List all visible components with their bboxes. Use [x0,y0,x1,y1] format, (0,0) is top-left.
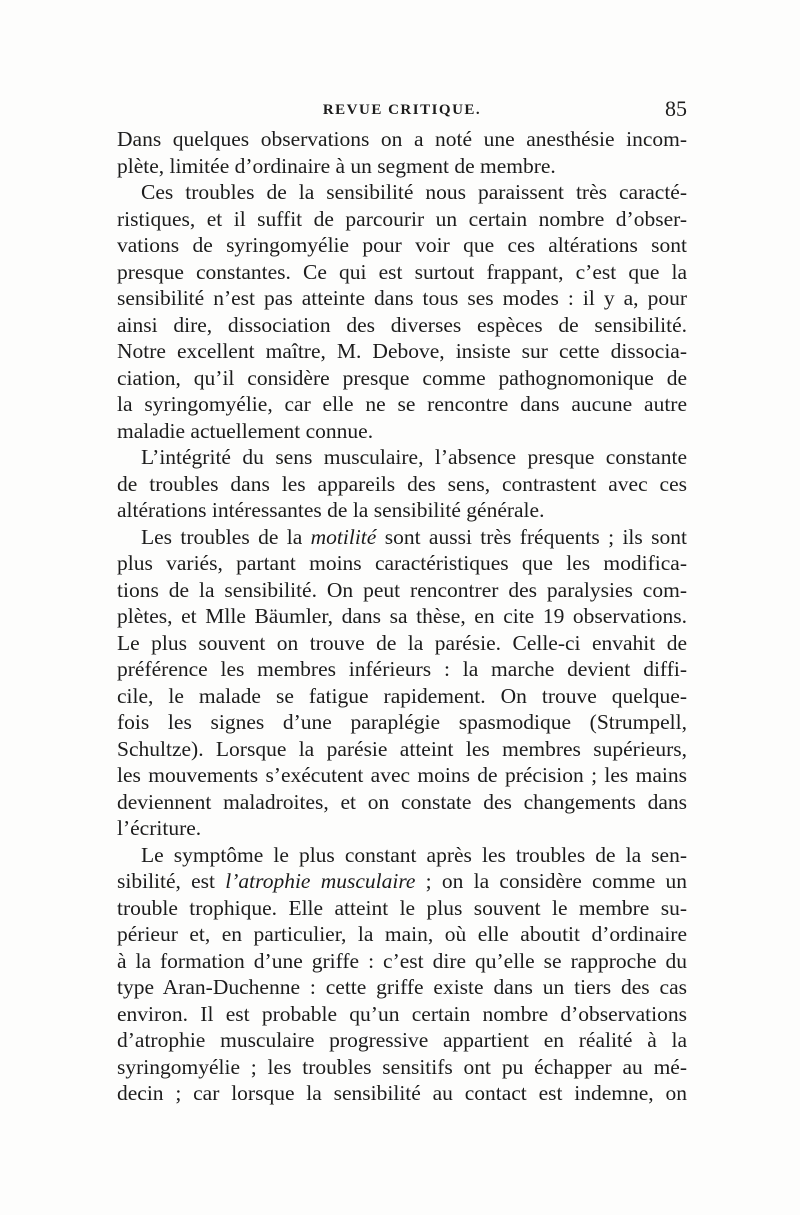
text-line: presque constantes. Ce qui est surtout frappant, c’est que la [117,259,687,284]
text-line: cile, le malade se fatigue rapidement. On trouve quelque- [117,683,687,708]
text-line: plètes, et Mlle Bäumler, dans sa thèse, en cite 19 observations. [117,604,687,628]
text-line: Dans quelques observations on a noté une anesthésie incom- [117,127,687,151]
text-line: de troubles dans les appareils des sens, contrastent avec ces [117,471,687,496]
text-line [117,868,687,895]
text-line: préférence les membres inférieurs : la marche devient diffi- [117,657,687,681]
emphasis-text: l’atrophie musculaire [225,869,416,893]
text-line: vations de syringomyélie pour voir que ces altérations sont [117,233,687,257]
line-text: sont aussi très fréquents ; ils sont [376,524,687,549]
text-line: plète, limitée d’ordinaire à un segment de membre. [117,153,556,178]
text-line: Schultze). Lorsque la parésie atteint les membres supérieurs, [117,736,687,761]
text-line: type Aran-Duchenne : cette griffe existe dans un tiers des cas [117,975,687,999]
text-line: périeur et, en particulier, la main, où elle aboutit d’ordinaire [117,922,687,946]
text-line: les mouvements s’exécutent avec moins de précision ; les mains [117,763,687,787]
running-title: REVUE CRITIQUE. [322,102,482,118]
line-text: sibilité, est [117,869,226,893]
text-line: L’intégrité du sens musculaire, l’absence presque constante [141,445,687,469]
text-line: environ. Il est probable qu’un certain nombre d’observations [117,1001,687,1026]
emphasis-text: motilité [310,524,377,549]
text-line: ainsi dire, dissociation des diverses espèces de sensibilité. [117,312,687,337]
line-text: Les troubles de la [141,524,311,549]
text-line: l’écriture. [117,816,202,840]
text-line: plus variés, partant moins caractéristiques que les modifica- [117,551,687,575]
line-text: ; on la considère comme un [415,869,687,893]
text-line: d’atrophie musculaire progressive appartient en réalité à la [117,1028,687,1052]
text-line: trouble trophique. Elle atteint le plus souvent le membre su- [117,895,687,920]
text-line: altérations intéressantes de la sensibilité générale. [117,498,545,522]
text-line: à la formation d’une griffe : c’est dire qu’elle se rapproche du [117,948,687,973]
text-line: tions de la sensibilité. On peut rencontrer des paralysies com- [117,577,687,602]
body-text [117,126,687,1107]
text-line: ciation, qu’il considère presque comme pathognomonique de [117,365,687,390]
text-line: maladie actuellement connue. [117,418,374,443]
page-number: 85 [665,96,687,121]
text-line: deviennent maladroites, et on constate des changements dans [117,789,687,814]
text-line [117,524,687,551]
text-line: fois les signes d’une paraplégie spasmodique (Strumpell, [117,710,687,734]
text-line: Notre excellent maître, M. Debove, insiste sur cette dissocia- [117,339,687,363]
text-line: decin ; car lorsque la sensibilité au contact est indemne, on [117,1081,687,1105]
text-line: ristiques, et il suffit de parcourir un certain nombre d’obser- [117,206,687,231]
text-line: sensibilité n’est pas atteinte dans tous ses modes : il y a, pour [117,286,687,310]
text-line: Le plus souvent on trouve de la parésie. Celle-ci envahit de [117,630,687,655]
text-line: Ces troubles de la sensibilité nous paraissent très caracté- [141,180,687,204]
running-head [117,96,687,126]
text-line: syringomyélie ; les troubles sensitifs ont pu échapper au mé- [117,1054,687,1079]
text-line: Le symptôme le plus constant après les troubles de la sen- [141,842,687,867]
text-line: la syringomyélie, car elle ne se rencontre dans aucune autre [117,392,687,416]
